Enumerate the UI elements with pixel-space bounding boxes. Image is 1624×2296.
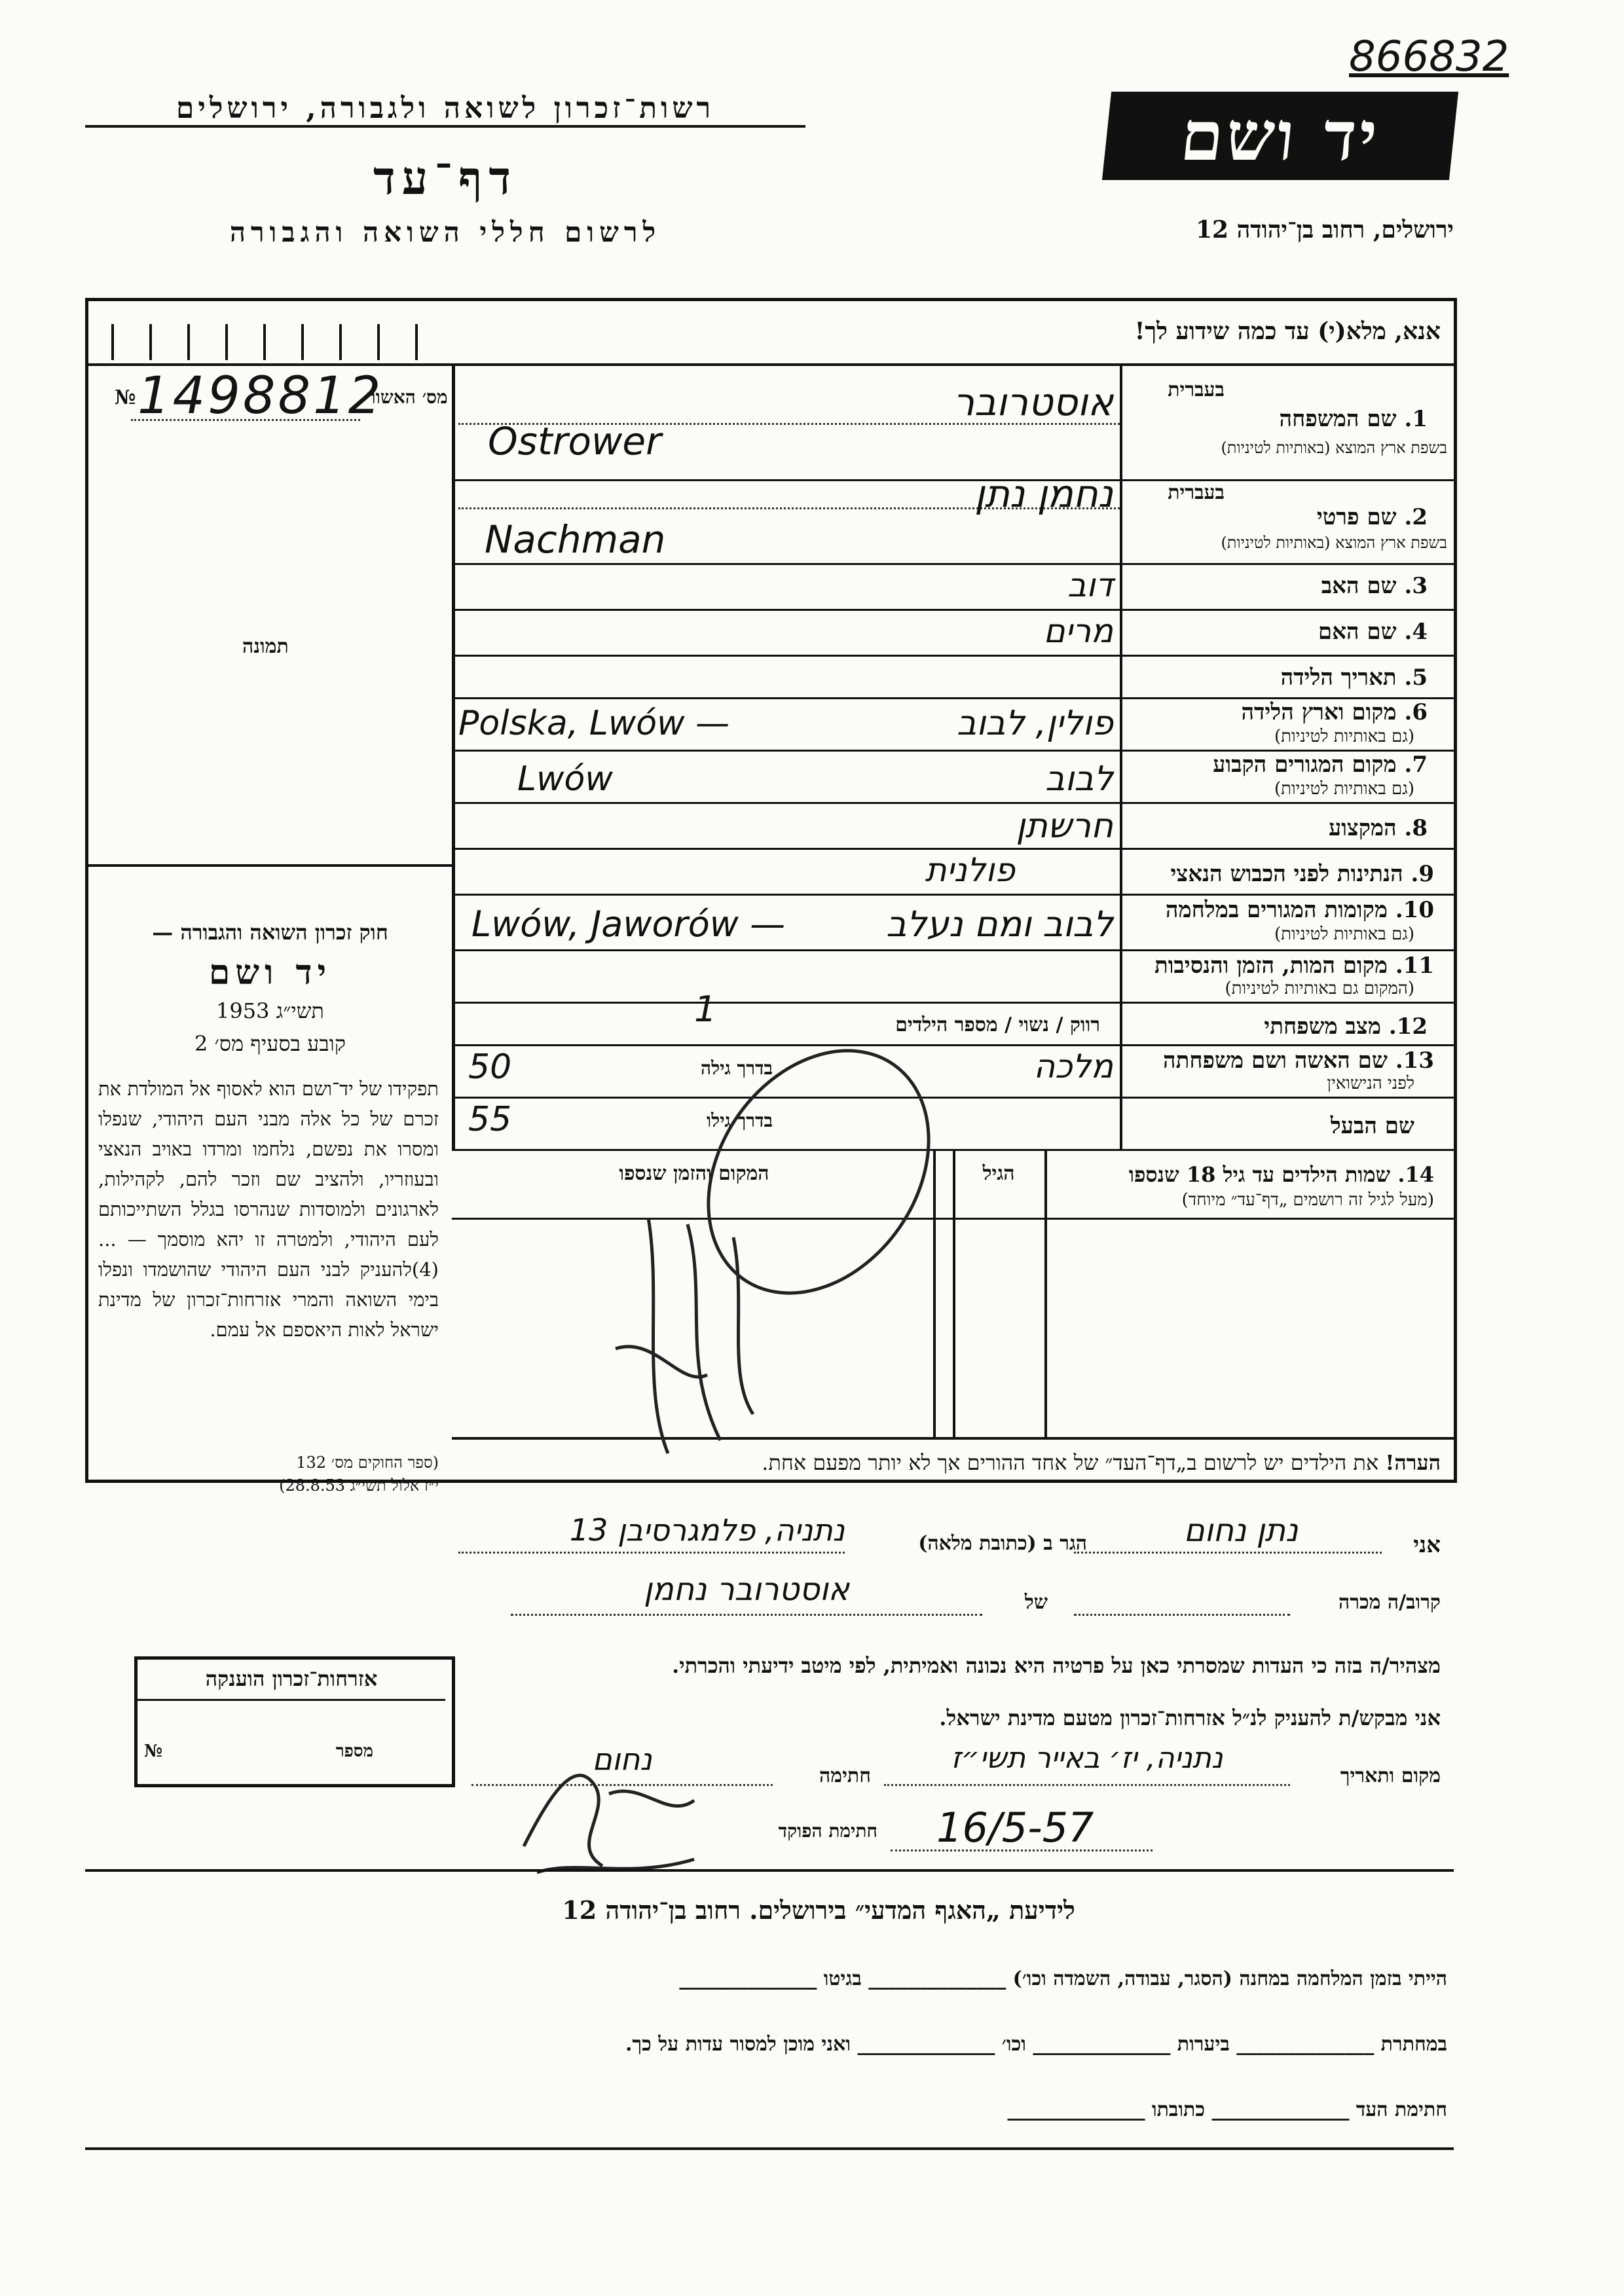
- witness-signature: נחום: [592, 1741, 652, 1777]
- husband-age-note: בדרך גילו: [706, 1110, 773, 1131]
- father-name: דוב: [1067, 566, 1113, 604]
- victim-name-declaration: אוסטרובר נחמן: [644, 1571, 849, 1608]
- family-name-latin: Ostrower: [488, 419, 661, 464]
- photo-label: תמונה: [242, 635, 289, 658]
- note-row: הערה! את הילדים יש לרשום ב„דף־העד״ של אחד ההורים אך לא יותר מפעם אחת.: [762, 1450, 1441, 1475]
- law-text: תפקידו של יד־ושם הוא לאסוף אל המולדת את זכרם של כל אלה מבני העם היהודי, שנפלו ומסרו את נפשם, נלחמו ומרדו באויב הנאצי ובעוזריו, ולהציב שם וזכר להם, לקהילות, לארגונים ולמוסדות שנהרסו בגלל השתייכותם לעם היהודי, ולמטרה זו יהא מוסמך — ...(4)להעניק לבני העם היהודי שהושמדו ונפלו בימי השואה והמרי אזרחות־זכרון של מדינת ישראל לאות היאספם אל עמם.: [98, 1078, 439, 1341]
- field-1-label: 1. שם המשפחה: [1279, 406, 1428, 432]
- birthplace-latin: Polska, Lwów —: [458, 704, 730, 743]
- law-name: יד ושם: [208, 953, 332, 993]
- field-6-label: 6. מקום וארץ הלידה: [1241, 699, 1428, 725]
- please-fill-note: אנא, מלא(י) עד כמה שידוע לך!: [1134, 318, 1441, 345]
- form-subtitle: לרשום חללי השואה והגבורה: [229, 216, 661, 248]
- place-date-label: מקום ותאריך: [1340, 1764, 1441, 1787]
- address: ירושלים, רחוב בן־יהודה 12: [1195, 216, 1454, 244]
- handwritten-scrawl: [537, 1021, 1061, 1480]
- field-2-origin-lang: בשפת ארץ המוצא (באותיות לטיניות): [1221, 534, 1447, 552]
- residing-label: הגר ב (כתובת מלאה): [918, 1532, 1087, 1555]
- field-1-in-hebrew: בעברית: [1168, 378, 1225, 401]
- field-2-in-hebrew: בעברית: [1168, 481, 1225, 504]
- wartime-residence-latin: Lwów, Jaworów —: [471, 903, 786, 945]
- declaration-i-label: אני: [1413, 1532, 1441, 1558]
- children-label: 14. שמות הילדים עד גיל 18 שנספו: [1128, 1162, 1434, 1187]
- first-name-latin: Nachman: [485, 517, 666, 562]
- signed-date: 16/5-57: [936, 1804, 1094, 1851]
- witness-address: נתניה, פלמגרסיבן 13: [569, 1512, 845, 1548]
- of-label: של: [1024, 1591, 1048, 1614]
- place-date-value: נתניה, יז׳ באייר תשי״ז: [951, 1741, 1223, 1775]
- citizenship: פולנית: [925, 851, 1015, 889]
- field-7-latin-note: (גם באותיות לטיניות): [1274, 779, 1414, 799]
- mother-name: מרים: [1043, 612, 1113, 650]
- request-text: אני מבקש/ת להעניק לנ״ל אזרחות־זכרון מטעם מדינת ישראל.: [939, 1705, 1441, 1730]
- field-11-sub: (המקום גם באותיות לטיניות): [1225, 979, 1414, 998]
- law-reference-2: י״ז אלול תשי״ג 28.8.53): [279, 1476, 439, 1495]
- approval-number: 1498812: [138, 367, 384, 426]
- children-count: 1: [694, 989, 717, 1030]
- logo-text: יד ושם: [1177, 96, 1384, 176]
- field-9-label: 9. הנתינות לפני הכבוש הנאצי: [1170, 861, 1434, 887]
- law-year: תשי״ג 1953: [216, 998, 324, 1023]
- law-clause: קובע בסעיף מס׳ 2: [194, 1031, 346, 1056]
- official-signature-label: חתימת הפוקד: [778, 1820, 877, 1842]
- certificate-title: אזרחות־זכרון הוענקה: [138, 1666, 445, 1701]
- footer-notice: לידיעת „האגף המדעי״ בירושלים. רחוב בן־יהודה 12: [562, 1895, 1075, 1925]
- witness-name: נתן נחום: [1183, 1512, 1299, 1549]
- wife-age: 50: [468, 1048, 512, 1087]
- approval-label: מס׳ האשור: [367, 386, 448, 408]
- field-2-label: 2. שם פרטי: [1316, 504, 1428, 530]
- official-signature-scrawl: [498, 1715, 720, 1886]
- wife-name: מלכה: [1033, 1048, 1113, 1085]
- field-3-label: 3. שם האב: [1321, 573, 1428, 599]
- children-sub: (מעל לגיל זה רושמים „דף־עד״ מיוחד): [1181, 1190, 1434, 1210]
- birthplace-hebrew: פולין, לבוב: [957, 704, 1113, 743]
- field-13-sub: לפני הנישואין: [1327, 1074, 1414, 1093]
- field-10-label: 10. מקומות המגורים במלחמה: [1165, 897, 1434, 923]
- organization-line: רשות־זכרון לשואה ולגבורה, ירושלים: [85, 92, 805, 128]
- husband-age: 55: [468, 1100, 512, 1139]
- footer-line-1: הייתי בזמן המלחמה במחנה (הסגר, עבודה, השמדה וכו׳) ______________ בגיטו ______________: [679, 1967, 1447, 1990]
- family-name-hebrew: אוסטרובר: [953, 380, 1113, 424]
- wartime-residence-hebrew: לבוב ומם נעלב: [886, 903, 1113, 945]
- stamp-ticks: [111, 324, 452, 360]
- field-8-label: 8. המקצוע: [1328, 815, 1428, 841]
- husband-label: שם הבעל: [1330, 1113, 1414, 1139]
- certificate-number-label: מספר: [335, 1741, 373, 1761]
- field-1-origin-lang: בשפת ארץ המוצא (באותיות לטיניות): [1221, 439, 1447, 457]
- yad-vashem-logo: [1102, 92, 1458, 180]
- archive-number: 866832: [1349, 33, 1509, 81]
- certificate-box: [134, 1656, 455, 1787]
- wife-age-note: בדרך גילה: [700, 1057, 773, 1079]
- children-col-age: הגיל: [982, 1162, 1015, 1185]
- law-reference-1: (ספר החוקים מס׳ 132: [296, 1453, 439, 1472]
- residence-hebrew: לבוב: [1045, 759, 1113, 799]
- declare-text: מצהיר/ה בזה כי העדות שמסרתי כאן על פרטיה היא נכונה ואמיתית, לפי מיטב ידיעתי והכרתי.: [672, 1653, 1441, 1678]
- form-title: דף־עד: [373, 151, 517, 205]
- field-7-label: 7. מקום המגורים הקבוע: [1213, 752, 1428, 778]
- footer-line-3: חתימת העד ______________ כתובתו ______________: [1007, 2098, 1447, 2121]
- field-11-label: 11. מקום המות, הזמן והנסיבות: [1154, 953, 1434, 979]
- field-12-label: 12. מצב משפחתי: [1264, 1013, 1428, 1040]
- law-title: חוק זכרון השואה והגבורה —: [152, 920, 388, 945]
- field-10-latin-note: (גם באותיות לטיניות): [1274, 924, 1414, 944]
- field-6-latin-note: (גם באותיות לטיניות): [1274, 727, 1414, 746]
- field-5-label: 5. תאריך הלידה: [1280, 665, 1428, 691]
- profession: חרשתן: [1016, 807, 1113, 846]
- first-name-hebrew: נחמן נתן: [974, 471, 1113, 516]
- footer-line-2: במחתרת ______________ ביערות ______________ וכו׳ ______________ ואני מוכן למסור עדות על כך.: [625, 2033, 1447, 2056]
- signature-label: חתימה: [819, 1764, 871, 1787]
- marital-status-options: רווק / נשוי / מספר הילדים: [895, 1013, 1100, 1036]
- field-13-label: 13. שם האשה ושם משפחתה: [1163, 1048, 1434, 1074]
- children-col-place: המקום והזמן שנספו: [619, 1162, 769, 1185]
- residence-latin: Lwów: [517, 759, 613, 799]
- approval-no-sign: №: [115, 386, 136, 409]
- field-4-label: 4. שם האם: [1318, 619, 1428, 645]
- certificate-no-sign: №: [144, 1741, 163, 1761]
- relation-label: קרוב/ה מכרה: [1338, 1591, 1441, 1614]
